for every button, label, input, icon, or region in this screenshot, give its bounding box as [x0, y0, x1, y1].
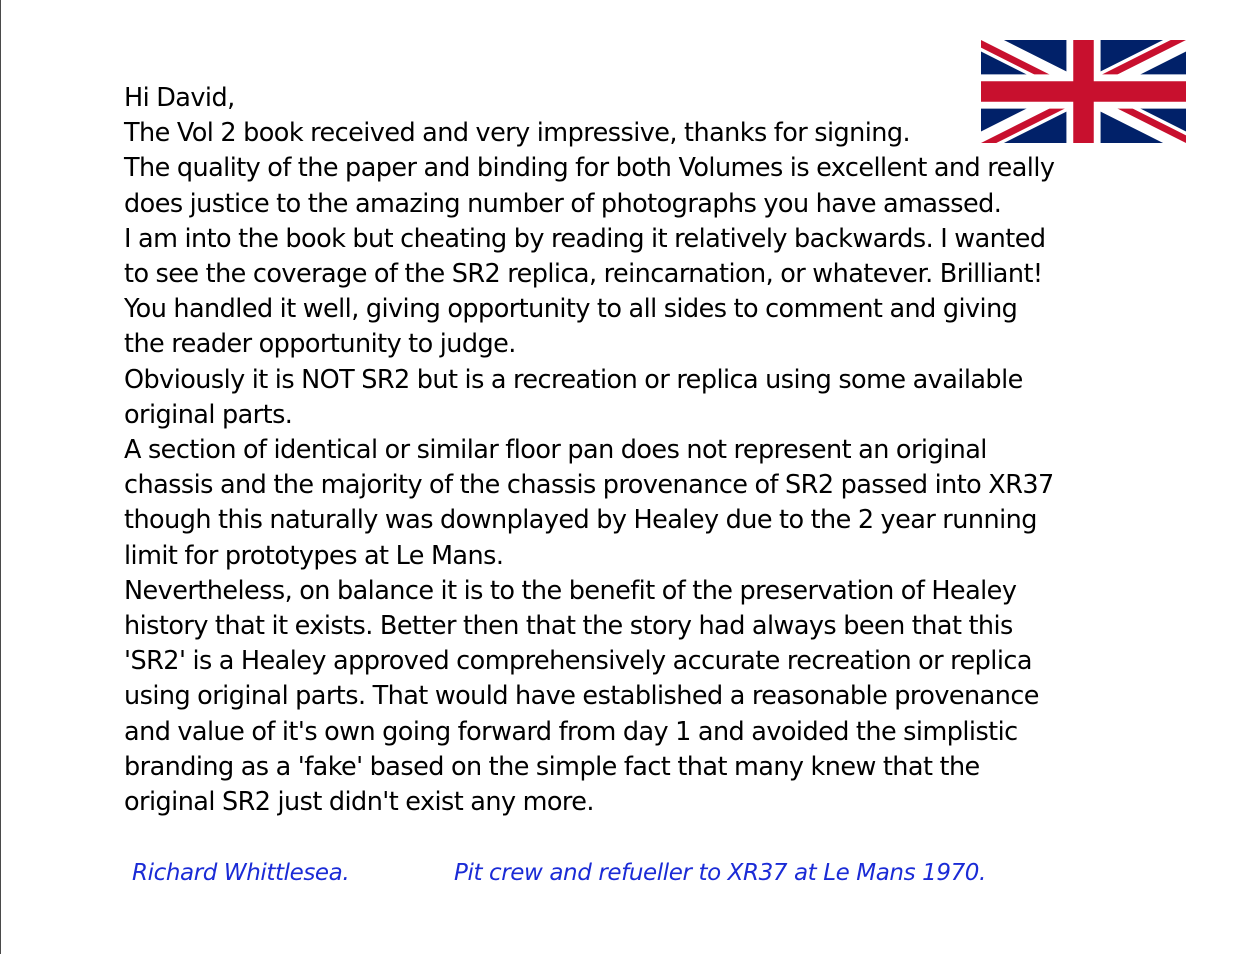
letter-line: Hi David,: [124, 83, 235, 113]
signature-role: Pit crew and refueller to XR37 at Le Mans 1970.: [454, 860, 986, 886]
letter-line: history that it exists. Better then that the story had always been that this: [124, 611, 1013, 642]
letter-line: 'SR2' is a Healey approved comprehensively accurate recreation or replica: [124, 646, 1032, 677]
letter-line: and value of it's own going forward from day 1 and avoided the simplistic: [124, 716, 1018, 747]
letter-line: The Vol 2 book received and very impressive, thanks for signing.: [124, 118, 911, 149]
letter-body: [124, 81, 1214, 820]
letter-line: You handled it well, giving opportunity to all sides to comment and giving: [124, 294, 1018, 325]
page-left-border: [0, 0, 1, 954]
letter-line: chassis and the majority of the chassis provenance of SR2 passed into XR37: [124, 470, 1054, 501]
letter-line: Obviously it is NOT SR2 but is a recreation or replica using some available: [124, 364, 1023, 395]
letter-line: original parts.: [124, 399, 293, 430]
letter-line: though this naturally was downplayed by Healey due to the 2 year running: [124, 505, 1037, 536]
letter-line: Nevertheless, on balance it is to the benefit of the preservation of Healey: [124, 575, 1017, 606]
letter-line: using original parts. That would have established a reasonable provenance: [124, 681, 1039, 712]
letter-line: The quality of the paper and binding for both Volumes is excellent and really: [124, 153, 1055, 184]
letter-line: original SR2 just didn't exist any more.: [124, 787, 594, 818]
letter-line: I am into the book but cheating by reading it relatively backwards. I wanted: [124, 223, 1046, 254]
letter-line: branding as a 'fake' based on the simple fact that many knew that the: [124, 751, 980, 782]
letter-line: to see the coverage of the SR2 replica, reincarnation, or whatever. Brilliant!: [124, 259, 1043, 290]
letter-line: does justice to the amazing number of photographs you have amassed.: [124, 188, 1002, 219]
letter-line: limit for prototypes at Le Mans.: [124, 540, 504, 571]
letter-line: the reader opportunity to judge.: [124, 329, 516, 360]
letter-line: A section of identical or similar floor pan does not represent an original: [124, 435, 987, 466]
signature-name: Richard Whittlesea.: [132, 860, 350, 886]
